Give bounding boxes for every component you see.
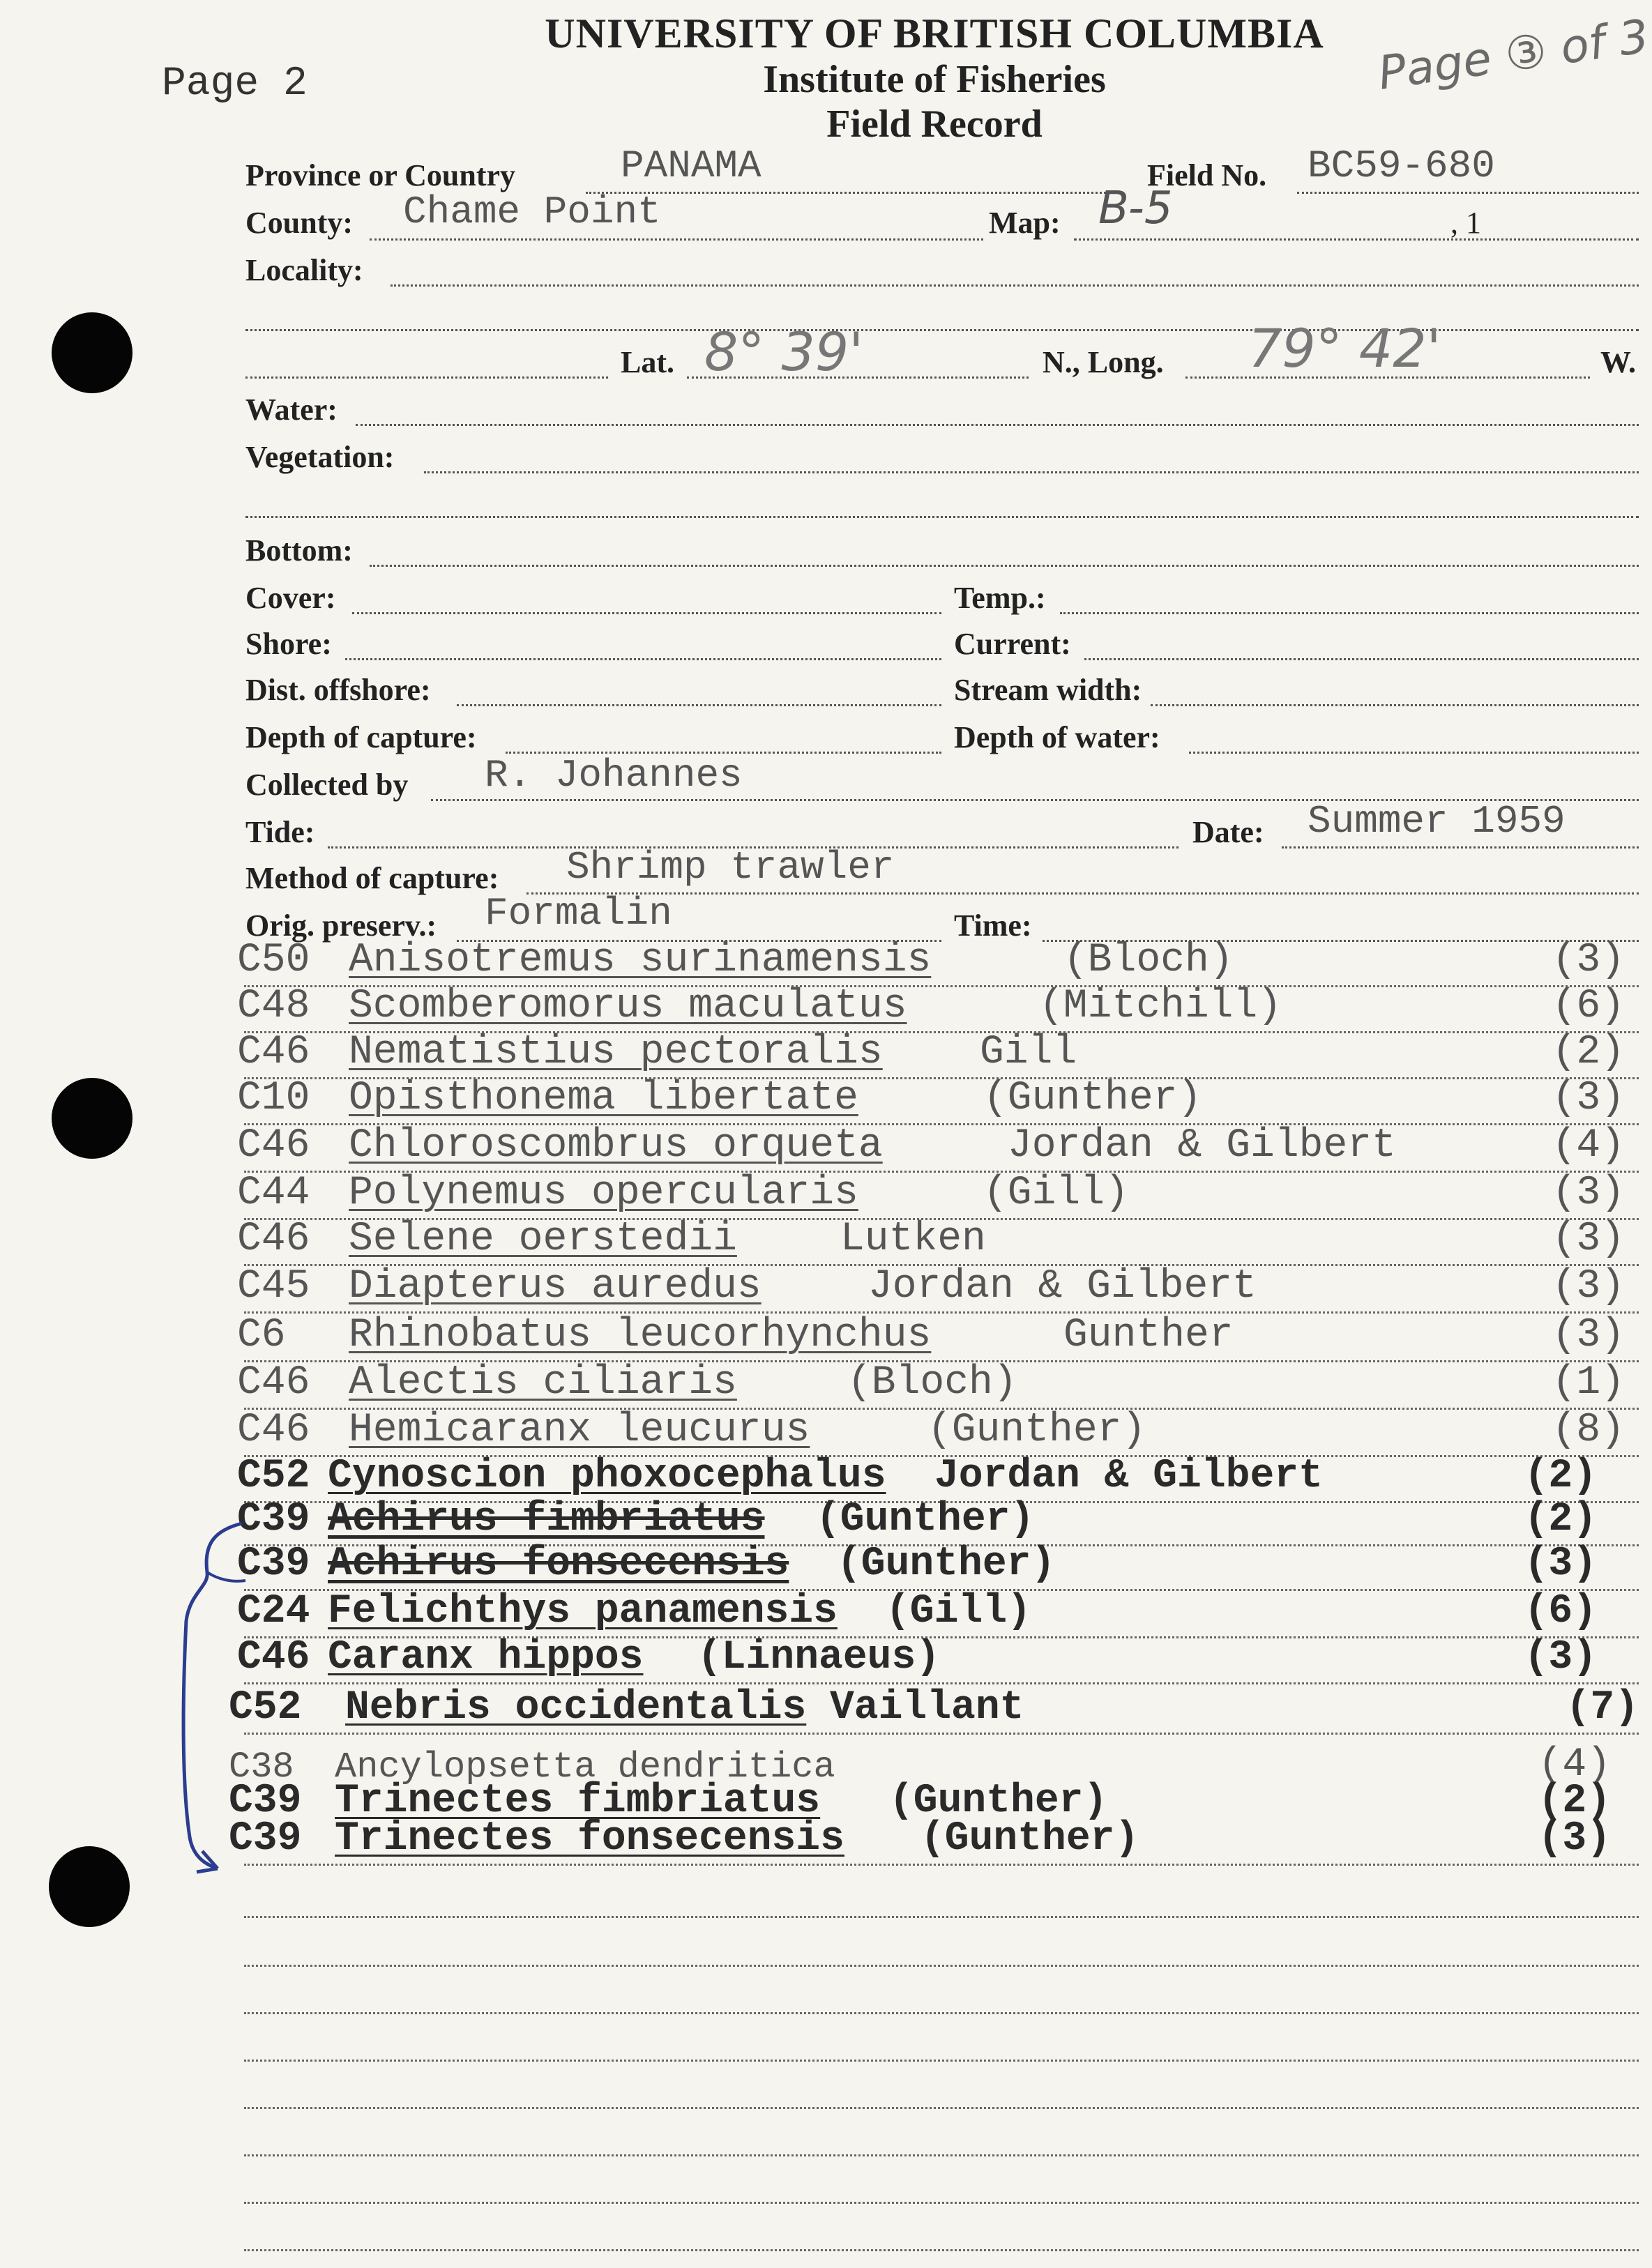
blank-ruled-line [244,2249,1639,2251]
species-author: (Gunther) [837,1542,1056,1587]
species-code: C6 [237,1313,286,1358]
species-code: C46 [237,1635,310,1680]
species-count: (3) [1552,1313,1625,1358]
blank-ruled-line [244,2012,1639,2014]
species-name: Chloroscombrus orqueta [349,1123,883,1169]
map-label: Map: [989,206,1061,240]
species-count: (2) [1524,1497,1597,1542]
species-row-rule [244,1864,1639,1866]
punch-hole-top [52,312,132,393]
preserv-label: Orig. preserv.: [245,908,437,943]
species-name: Caranx hippos [328,1635,644,1680]
map-line [1074,238,1639,241]
species-name: Achirus fimbriatus [328,1497,765,1542]
bottom-line [370,565,1639,567]
vegetation-line-2 [245,516,1639,518]
blank-ruled-line [244,1916,1639,1918]
shore-label: Shore: [245,627,332,661]
species-row [237,1217,1639,1266]
species-name: Alectis ciliaris [349,1360,737,1406]
species-name: Rhinobatus leucorhynchus [349,1313,932,1358]
species-author: Vaillant [830,1685,1024,1730]
species-name: Ancylopsetta dendritica [335,1746,835,1788]
species-row [229,1816,1639,1866]
species-name: Nebris occidentalis [345,1685,807,1730]
species-count: (3) [1552,1264,1625,1309]
collected-by-value: R. Johannes [485,753,743,798]
species-count: (2) [1524,1454,1597,1499]
species-author: (Linnaeus) [697,1635,941,1680]
field-no-label: Field No. [1147,158,1267,192]
species-row [237,1408,1639,1457]
temp-line [1060,612,1639,614]
species-count: (8) [1552,1408,1625,1453]
species-row [237,1313,1639,1362]
species-row [237,984,1639,1033]
species-code: C46 [237,1360,310,1406]
method-value: Shrimp trawler [566,845,895,890]
species-name: Achirus fonsecensis [328,1542,789,1587]
species-author: Jordan & Gilbert [934,1454,1323,1499]
species-row [229,1685,1639,1735]
temp-label: Temp.: [954,581,1046,615]
species-author: Gunther [1063,1313,1234,1358]
record-type-title: Field Record [826,102,1043,146]
species-count: (3) [1552,1217,1625,1262]
species-author: Gill [980,1030,1077,1075]
species-row [237,1076,1639,1125]
species-count: (6) [1524,1589,1597,1634]
long-value: 79° 42' [1248,317,1441,379]
species-count: (3) [1552,1076,1625,1121]
species-name: Polynemus opercularis [349,1171,858,1216]
long-suffix: W. [1600,345,1636,379]
shore-line [345,658,941,660]
punch-hole-bottom [49,1846,130,1927]
cover-line [352,612,941,614]
lat-prefix-line [245,376,608,379]
species-name: Diapterus auredus [349,1264,761,1309]
species-code: C46 [237,1030,310,1075]
species-author: Jordan & Gilbert [868,1264,1257,1309]
county-line [370,238,983,241]
province-line [586,192,1123,194]
species-name: Trinectes fonsecensis [335,1816,844,1862]
depth-capture-label: Depth of capture: [245,720,477,754]
species-row [237,1171,1639,1220]
water-line [356,424,1639,426]
handwritten-page-number: Page ③ of 3 [1374,9,1652,100]
species-author: (Gill) [886,1589,1031,1634]
date-value: Summer 1959 [1308,799,1566,844]
species-count: (6) [1552,984,1625,1029]
bottom-label: Bottom: [245,533,353,568]
species-author: Jordan & Gilbert [1008,1123,1396,1169]
species-row [237,1497,1639,1546]
depth-water-line [1189,752,1639,754]
method-line [526,892,1639,895]
species-row [237,1030,1639,1079]
species-code: C45 [237,1264,310,1309]
species-author: Lutken [840,1217,986,1262]
species-row [237,938,1639,987]
time-label: Time: [954,908,1032,943]
county-value: Chame Point [403,190,661,234]
species-code: C38 [229,1746,294,1788]
species-name: Felichthys panamensis [328,1589,838,1634]
species-code: C39 [237,1497,310,1542]
species-author: (Gunther) [889,1779,1108,1824]
species-author: (Bloch) [847,1360,1017,1406]
species-code: C39 [229,1779,302,1824]
vegetation-label: Vegetation: [245,440,395,474]
dist-offshore-label: Dist. offshore: [245,673,431,707]
date-label: Date: [1192,815,1264,849]
species-row [237,1264,1639,1314]
vegetation-line-1 [424,471,1639,473]
cover-label: Cover: [245,581,336,615]
species-name: Selene oerstedii [349,1217,737,1262]
province-value: PANAMA [621,144,761,188]
stream-width-label: Stream width: [954,673,1142,707]
species-row-rule [244,1733,1639,1735]
blank-ruled-line [244,2107,1639,2109]
species-code: C24 [237,1589,310,1634]
current-line [1084,658,1639,660]
blank-ruled-line [244,1965,1639,1967]
map-suffix: , 1 [1450,206,1481,240]
species-count: (3) [1538,1816,1611,1862]
species-row [237,1123,1639,1173]
field-no-value: BC59-680 [1308,144,1495,188]
species-code: C50 [237,938,310,983]
lat-label: Lat. [621,345,674,379]
dist-offshore-line [457,704,941,706]
depth-water-label: Depth of water: [954,720,1160,754]
species-count: (3) [1524,1635,1597,1680]
species-code: C46 [237,1123,310,1169]
species-author: (Gunther) [983,1076,1202,1121]
province-label: Province or Country [245,158,515,192]
collected-by-label: Collected by [245,768,409,802]
species-code: C48 [237,984,310,1029]
stream-width-line [1151,704,1639,706]
species-code: C44 [237,1171,310,1216]
species-author: (Gunther) [816,1497,1035,1542]
species-count: (1) [1552,1360,1625,1406]
species-row [237,1635,1639,1684]
tide-label: Tide: [245,815,315,849]
preserv-value: Formalin [485,891,672,936]
university-title: UNIVERSITY OF BRITISH COLUMBIA [545,10,1324,56]
blank-ruled-line [244,2060,1639,2062]
species-count: (3) [1524,1542,1597,1587]
species-name: Cynoscion phoxocephalus [328,1454,886,1499]
institute-title: Institute of Fisheries [763,58,1106,101]
date-line [1282,846,1639,848]
species-row [237,1542,1639,1591]
species-code: C46 [237,1408,310,1453]
species-code: C10 [237,1076,310,1121]
species-author: (Mitchill) [1039,984,1282,1029]
species-name: Nematistius pectoralis [349,1030,883,1075]
species-name: Anisotremus surinamensis [349,938,932,983]
species-count: (2) [1552,1030,1625,1075]
blank-ruled-line [244,2154,1639,2156]
county-label: County: [245,206,354,240]
species-code: C52 [229,1685,302,1730]
species-count: (4) [1552,1123,1625,1169]
species-count: (4) [1538,1742,1611,1788]
species-name: Scomberomorus maculatus [349,984,907,1029]
lat-value: 8° 39' [704,321,864,383]
blank-ruled-line [244,2202,1639,2204]
species-count: (3) [1552,1171,1625,1216]
species-count: (3) [1552,938,1625,983]
species-count: (7) [1566,1685,1639,1730]
species-name: Trinectes fimbriatus [335,1779,821,1824]
species-row [237,1360,1639,1410]
species-author: (Gill) [983,1171,1129,1216]
species-author: (Gunther) [920,1816,1139,1862]
field-no-line [1297,192,1639,194]
locality-label: Locality: [245,253,363,287]
long-label: N., Long. [1043,345,1164,379]
species-code: C46 [237,1217,310,1262]
species-name: Opisthonema libertate [349,1076,858,1121]
page-label: Page 2 [162,61,308,107]
species-count: (2) [1538,1779,1611,1824]
species-code: C52 [237,1454,310,1499]
punch-hole-middle [52,1078,132,1159]
species-row-rule [244,1682,1639,1684]
species-row [237,1589,1639,1638]
species-code: C39 [229,1816,302,1862]
species-author: (Bloch) [1063,938,1234,983]
species-author: (Gunther) [927,1408,1146,1453]
map-value: B-5 [1098,183,1173,234]
locality-line-1 [391,284,1639,287]
water-label: Water: [245,393,338,427]
current-label: Current: [954,627,1071,661]
method-label: Method of capture: [245,861,499,895]
handwritten-bracket-mark [176,1516,259,1879]
species-code: C39 [237,1542,310,1587]
species-name: Hemicaranx leucurus [349,1408,810,1453]
